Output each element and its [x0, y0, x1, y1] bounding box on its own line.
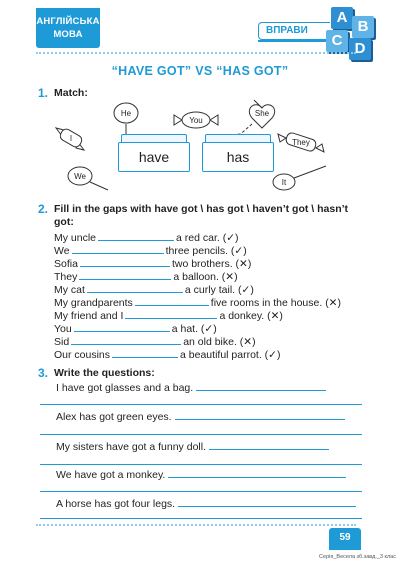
gap-blank-8[interactable] — [74, 322, 170, 332]
question-line-1: I have got glasses and a bag. — [56, 381, 326, 394]
candy-they: They — [292, 138, 310, 147]
subject-line-1: АНГЛІЙСЬКА — [36, 16, 100, 27]
subject-tab — [36, 8, 100, 48]
question-blank-5[interactable] — [178, 497, 356, 507]
question-blank-4[interactable] — [168, 468, 346, 478]
candy-we: We — [74, 172, 86, 181]
gap-blank-10[interactable] — [112, 348, 178, 358]
match-illustration — [40, 98, 360, 198]
gap-line-8: You a hat. (✓) — [54, 323, 217, 335]
candy-he: He — [120, 109, 132, 118]
answer-line-3[interactable] — [40, 464, 362, 465]
question-blank-2[interactable] — [175, 410, 345, 420]
gap-line-5: My cat a curly tail. (✓) — [54, 284, 254, 296]
gap-blank-9[interactable] — [71, 335, 181, 345]
gap-blank-1[interactable] — [98, 231, 174, 241]
gap-line-2: We three pencils. (✓) — [54, 245, 247, 257]
gap-blank-4[interactable] — [79, 270, 171, 280]
cube-c: C — [326, 30, 348, 52]
top-dotted-band — [36, 52, 356, 56]
question-blank-1[interactable] — [196, 381, 326, 391]
answer-line-4[interactable] — [40, 491, 362, 492]
gap-line-10: Our cousins a beautiful parrot. (✓) — [54, 349, 281, 361]
gap-blank-2[interactable] — [72, 244, 164, 254]
page-number: 59 — [329, 528, 361, 550]
task2-instruction: Fill in the gaps with have got \ has got \ haven’t got \ hasn’t got: — [54, 203, 349, 228]
footer-note: Серія_Весела зб.завд._3 клас — [319, 554, 396, 560]
task1-instruction: Match: — [54, 87, 88, 99]
word-box-has[interactable]: has — [202, 142, 274, 172]
gap-line-3: Sofia two brothers. (✕) — [54, 258, 252, 270]
gap-blank-6[interactable] — [135, 296, 209, 306]
page-title: “HAVE GOT” VS “HAS GOT” — [111, 64, 289, 78]
candy-it: It — [281, 178, 287, 187]
cube-a: A — [331, 7, 353, 29]
candies-illustration — [40, 98, 360, 198]
candy-she: She — [254, 109, 270, 118]
gap-blank-7[interactable] — [125, 309, 217, 319]
task3-instruction: Write the questions: — [54, 367, 155, 379]
cube-b: B — [352, 16, 374, 38]
question-line-4: We have got a monkey. — [56, 468, 346, 481]
cube-d: D — [349, 38, 371, 60]
question-blank-3[interactable] — [209, 440, 329, 450]
subject-line-2: МОВА — [53, 29, 83, 40]
gap-line-6: My grandparents five rooms in the house. (✕) — [54, 297, 341, 309]
question-line-3: My sisters have got a funny doll. — [56, 440, 329, 453]
candy-you: You — [189, 116, 203, 125]
task2-number: 2. — [38, 202, 49, 216]
question-line-5: A horse has got four legs. — [56, 497, 356, 510]
gap-line-7: My friend and I a donkey. (✕) — [54, 310, 283, 322]
candy-i: I — [69, 134, 73, 143]
bottom-dotted-band — [36, 524, 356, 528]
word-box-have[interactable]: have — [118, 142, 190, 172]
gap-blank-3[interactable] — [80, 257, 170, 267]
task3-number: 3. — [38, 366, 49, 380]
answer-line-2[interactable] — [40, 434, 362, 435]
gap-line-1: My uncle a red car. (✓) — [54, 232, 239, 244]
gap-line-4: They a balloon. (✕) — [54, 271, 238, 283]
task1-number: 1. — [38, 86, 49, 100]
answer-line-1[interactable] — [40, 404, 362, 405]
section-tab: ВПРАВИ — [258, 22, 330, 40]
gap-blank-5[interactable] — [87, 283, 183, 293]
gap-line-9: Sid an old bike. (✕) — [54, 336, 256, 348]
question-line-2: Alex has got green eyes. — [56, 410, 345, 423]
answer-line-5[interactable] — [40, 518, 362, 519]
